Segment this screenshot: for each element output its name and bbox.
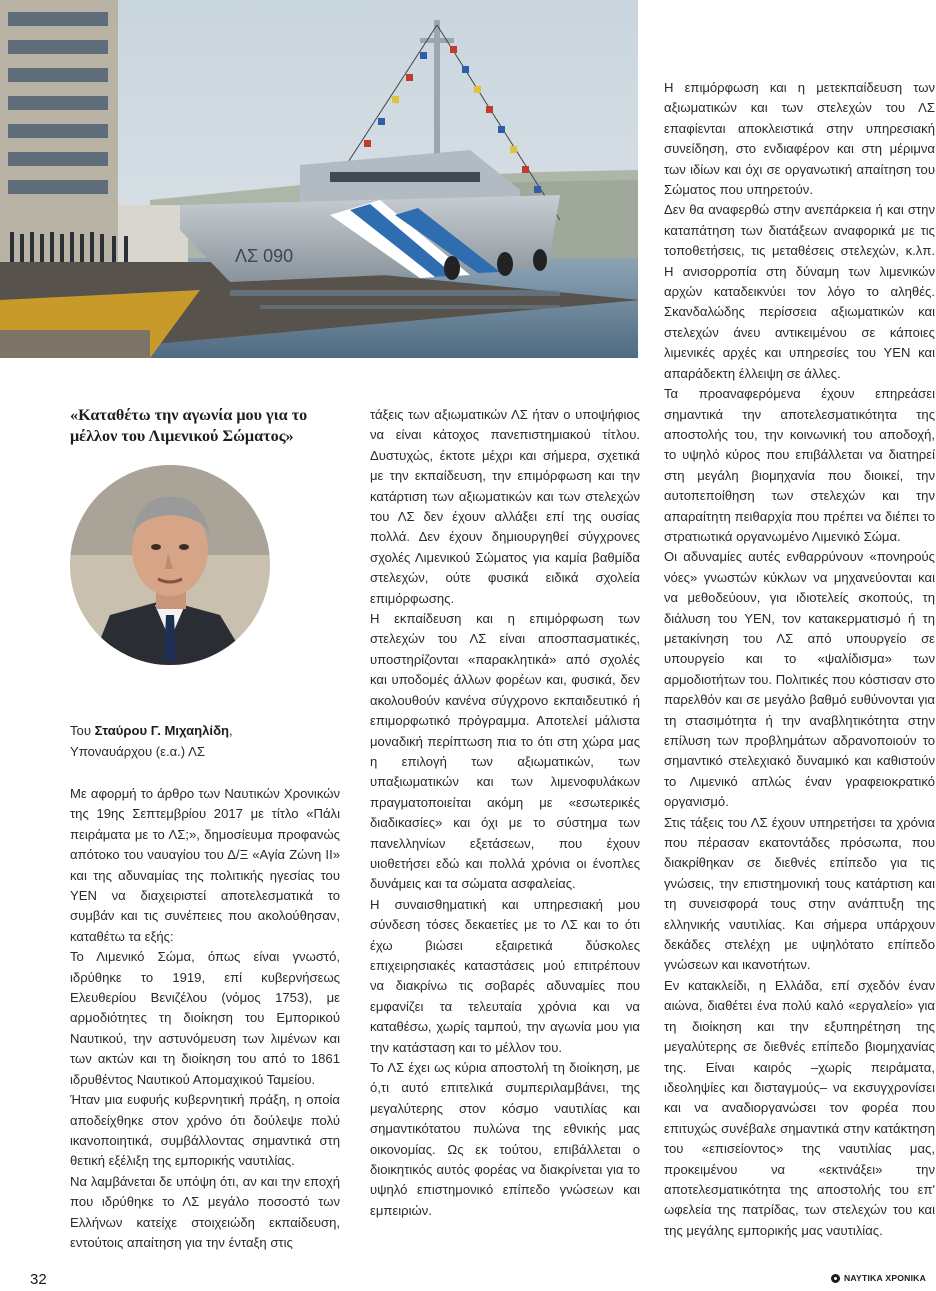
article-column-1 bbox=[70, 405, 340, 1253]
paragraph: Οι αδυναμίες αυτές ενθαρρύνουν «πονηρούς νόες» γνωστών κύκλων να μηχανεύονται και να μεθοδεύουν, για ιδιοτελείς σκοπούς, τη διάλυση του ΥΕΝ, τον κατακερματισμό ή τη μετακίνηση του ΛΣ από υπουργείο σε υπουργείο και το «ψαλίδισμα» των αρμοδιοτήτων του. Πολιτικές που κόστισαν στο παρελθόν και σε μεγάλο βαθμό ευθύνονται για τη στασιμότητα ή την αναβλητικότητα στην επίλυση των προβλημάτων αδρανοποιούν το σημαντικό στελεχιακό δυναμικό και καθιστούν το Λιμενικό απλώς έναν γραφειοκρατικό οργανισμό. bbox=[664, 549, 935, 810]
page-number: 32 bbox=[30, 1271, 47, 1288]
paragraph: Τα προαναφερόμενα έχουν επηρεάσει σημαντικά την αποτελεσματικότητα της αποστολής του, την κοινωνική του αποδοχή, το υψηλό κύρος που επιβάλλεται να διατηρεί στη μεγάλη βιομηχανία που διοικεί, την αυτοπεποίθηση των στελεχών και την απαραίτητη πειθαρχία που πρέπει να διέπει το στρατιωτικά οργανωμένο Λιμενικό Σώμα. bbox=[664, 386, 935, 544]
author-name: Σταύρου Γ. Μιχαηλίδη bbox=[94, 723, 230, 738]
coast-guard-vessel-photo bbox=[0, 0, 638, 358]
paragraph: Η εκπαίδευση και η επιμόρφωση των στελεχών του ΛΣ είναι αποσπασματικές, υποστηρίζονται «παρακλητικά» από σχολές και υποδομές άλλων φορέων και, φυσικά, δεν ακολουθούν κανένα σύγχρονο εκπαιδευτικό ή επιμορφωτικό πρόγραμμα. Αποτελεί μάλιστα μοναδική περίπτωση πια το ότι στη χώρα μας η επιλογή των αξιωματικών, των υπαξιωματικών και των λιμενοφυλάκων πραγματοποιείται ακόμη με «εσωτερικές διαδικασίες» και όχι με το σύστημα των πανελληνίων εξετάσεων, που έχουν υιοθετήσει εδώ και πολλά χρόνια οι ένοπλες δυνάμεις και τα σώματα ασφαλείας. bbox=[370, 611, 640, 892]
magazine-name: ΝΑΥΤΙΚΑ ΧΡΟΝΙΚΑ bbox=[844, 1273, 926, 1283]
paragraph: Η συναισθηματική και υπηρεσιακή μου σύνδεση τόσες δεκαετίες με το ΛΣ και το ότι έχω βιώσει εξαιρετικά δύσκολες επιχειρησιακές καταστάσεις μού επιτρέπουν να διακρίνω τις σοβαρές αδυναμίες που εμφανίζει τα τελευταία χρόνια και να καταθέσω, χωρίς ταμπού, την αγωνία μου για την κατάσταση και το μέλλον του. bbox=[370, 896, 640, 1055]
magazine-logo bbox=[831, 1273, 926, 1283]
paragraph: Στις τάξεις του ΛΣ έχουν υπηρετήσει τα χρόνια που πέρασαν εκατοντάδες πρόσωπα, που διακρίθηκαν σε διεθνές επίπεδο για τις γνώσεις, την επιστημονική τους κατάρτιση και τη συνεισφορά τους στην ανάπτυξη της ελληνικής ναυτιλίας. Και σήμερα υπάρχουν δεκάδες στελέχη με υψηλότατο επίπεδο γνώσεων και ικανοτήτων. bbox=[664, 814, 935, 973]
hull-marking: ΛΣ 090 bbox=[235, 246, 294, 266]
byline-prefix: Του bbox=[70, 723, 95, 738]
paragraph: Με αφορμή το άρθρο των Ναυτικών Χρονικών της 19ης Σεπτεμβρίου 2017 με τίτλο «Πάλι πειράματα με το ΛΣ;», δημοσίευμα προφανώς απότοκο του ναυαγίου του Δ/Ξ «Αγία Ζώνη ΙΙ» και της αδυναμίας της πολιτικής ηγεσίας του ΥΕΝ να διαχειριστεί αποτελεσματικά το συμβάν και τις συνέπειες που ακολούθησαν, καταθέτω τα εξής: bbox=[70, 786, 340, 944]
author-title: Υποναυάρχου (ε.α.) ΛΣ bbox=[70, 744, 205, 759]
article-column-2 bbox=[370, 405, 640, 1221]
paragraph: τάξεις των αξιωματικών ΛΣ ήταν ο υποψήφιος να είναι κάτοχος πανεπιστημιακού τίτλου. Δυστυχώς, έκτοτε μέχρι και σήμερα, σχετικά με την εκπαίδευση, την επιμόρφωση και την κατάρτιση των αξιωματικών και των στελεχών του ΛΣ δεν έχουν αλλάξει επί της ουσίας πολλά. Δεν έχουν δημιουργηθεί σύγχρονες σχολές Λιμενικού Σώματος για καμία βαθμίδα στελεχών, ούτε φυσικά ειδικά σχολεία επιμόρφωσης. bbox=[370, 407, 640, 606]
paragraph: Το Λιμενικό Σώμα, όπως είναι γνωστό, ιδρύθηκε το 1919, επί κυβερνήσεως Ελευθερίου Βενιζέλου (νόμος 1753), με αρμοδιότητες τη διοίκηση του Εμπορικού Ναυτικού, την αστυνόμευση των λιμένων και των ακτών και τη διοίκηση του από το 1861 ιδρυθέντος Ναυτικού Απομαχικού Ταμείου. bbox=[70, 949, 340, 1087]
byline bbox=[70, 720, 340, 762]
logo-mark-icon bbox=[831, 1274, 840, 1283]
paragraph: Το ΛΣ έχει ως κύρια αποστολή τη διοίκηση, με ό,τι αυτό επιτελικά συμπεριλαμβάνει, της μεγαλύτερης στον κόσμο ναυτιλίας και σημαντικότατου πυλώνα της εθνικής μας οικονομίας. Ως εκ τούτου, επιβάλλεται ο διοικητικός αυτός φορέας να διακρίνεται για το υψηλό επιστημονικό επίπεδο γνώσεων και εμπειριών. bbox=[370, 1060, 640, 1218]
article-headline: «Καταθέτω την αγωνία μου για το μέλλον του Λιμενικού Σώματος» bbox=[70, 406, 308, 445]
paragraph: Να λαμβάνεται δε υπόψη ότι, αν και την εποχή που ιδρύθηκε το ΛΣ μεγάλο ποσοστό των Ελλήνων κατείχε στοιχειώδη εκπαίδευση, εντούτοις απαίτηση για την ένταξη στις bbox=[70, 1173, 340, 1250]
article-column-3 bbox=[664, 78, 935, 1241]
byline-comma: , bbox=[229, 723, 233, 738]
paragraph: Η επιμόρφωση και η μετεκπαίδευση των αξιωματικών και των στελεχών του ΛΣ επαφίενται αποκλειστικά στην υπηρεσιακή συνείδηση, στο ενδιαφέρον και στη μέριμνα των ιδίων και όχι σε οργανωτική απαίτηση του Σώματος που υπηρετούν. bbox=[664, 80, 935, 198]
paragraph: Εν κατακλείδι, η Ελλάδα, επί σχεδόν έναν αιώνα, διαθέτει ένα πολύ καλό «εργαλείο» για τη διοίκηση και την εξυπηρέτηση της μεγαλύτερης σε διεθνές επίπεδο βιομηχανίας της. Είναι καιρός –χωρίς πειράματα, ιδεοληψίες και δισταγμούς– να εκσυγχρονίσει και να αναδιοργανώσει τον φορέα που επιτυχώς συνέβαλε σημαντικά στην κατάκτηση του «επισείοντος» της ναυτιλίας μας, προκειμένου να «εκτινάξει» την αποτελεσματικότητα της αποστολής του επ' ωφελεία της πατρίδας, των στελεχών του και της μεγάλης εμπορικής μας ναυτιλίας. bbox=[664, 977, 935, 1238]
author-portrait bbox=[70, 465, 270, 665]
paragraph: Δεν θα αναφερθώ στην ανεπάρκεια ή και στην καταπάτηση των διατάξεων αναφορικά με τις τοποθετήσεις, τις μεταθέσεις στελεχών, κ.λπ. Η ανισορροπία στη δύναμη των λιμενικών αρχών καταδεικνύει τον λόγο το αληθές. Σκανδαλώδης περίσσεια αξιωματικών και στελεχών άνευ αντικειμένου σε κάποιες λιμενικές αρχές και υπηρεσίες του ΥΕΝ και απαράδεκτη έλλειψη σε άλλες. bbox=[664, 202, 935, 381]
paragraph: Ήταν μια ευφυής κυβερνητική πράξη, η οποία αποδείχθηκε στον χρόνο ότι δούλεψε πολύ ικανοποιητικά, συμβάλλοντας σημαντικά στη θετική εξέλιξη της εμπορικής ναυτιλίας. bbox=[70, 1092, 340, 1169]
